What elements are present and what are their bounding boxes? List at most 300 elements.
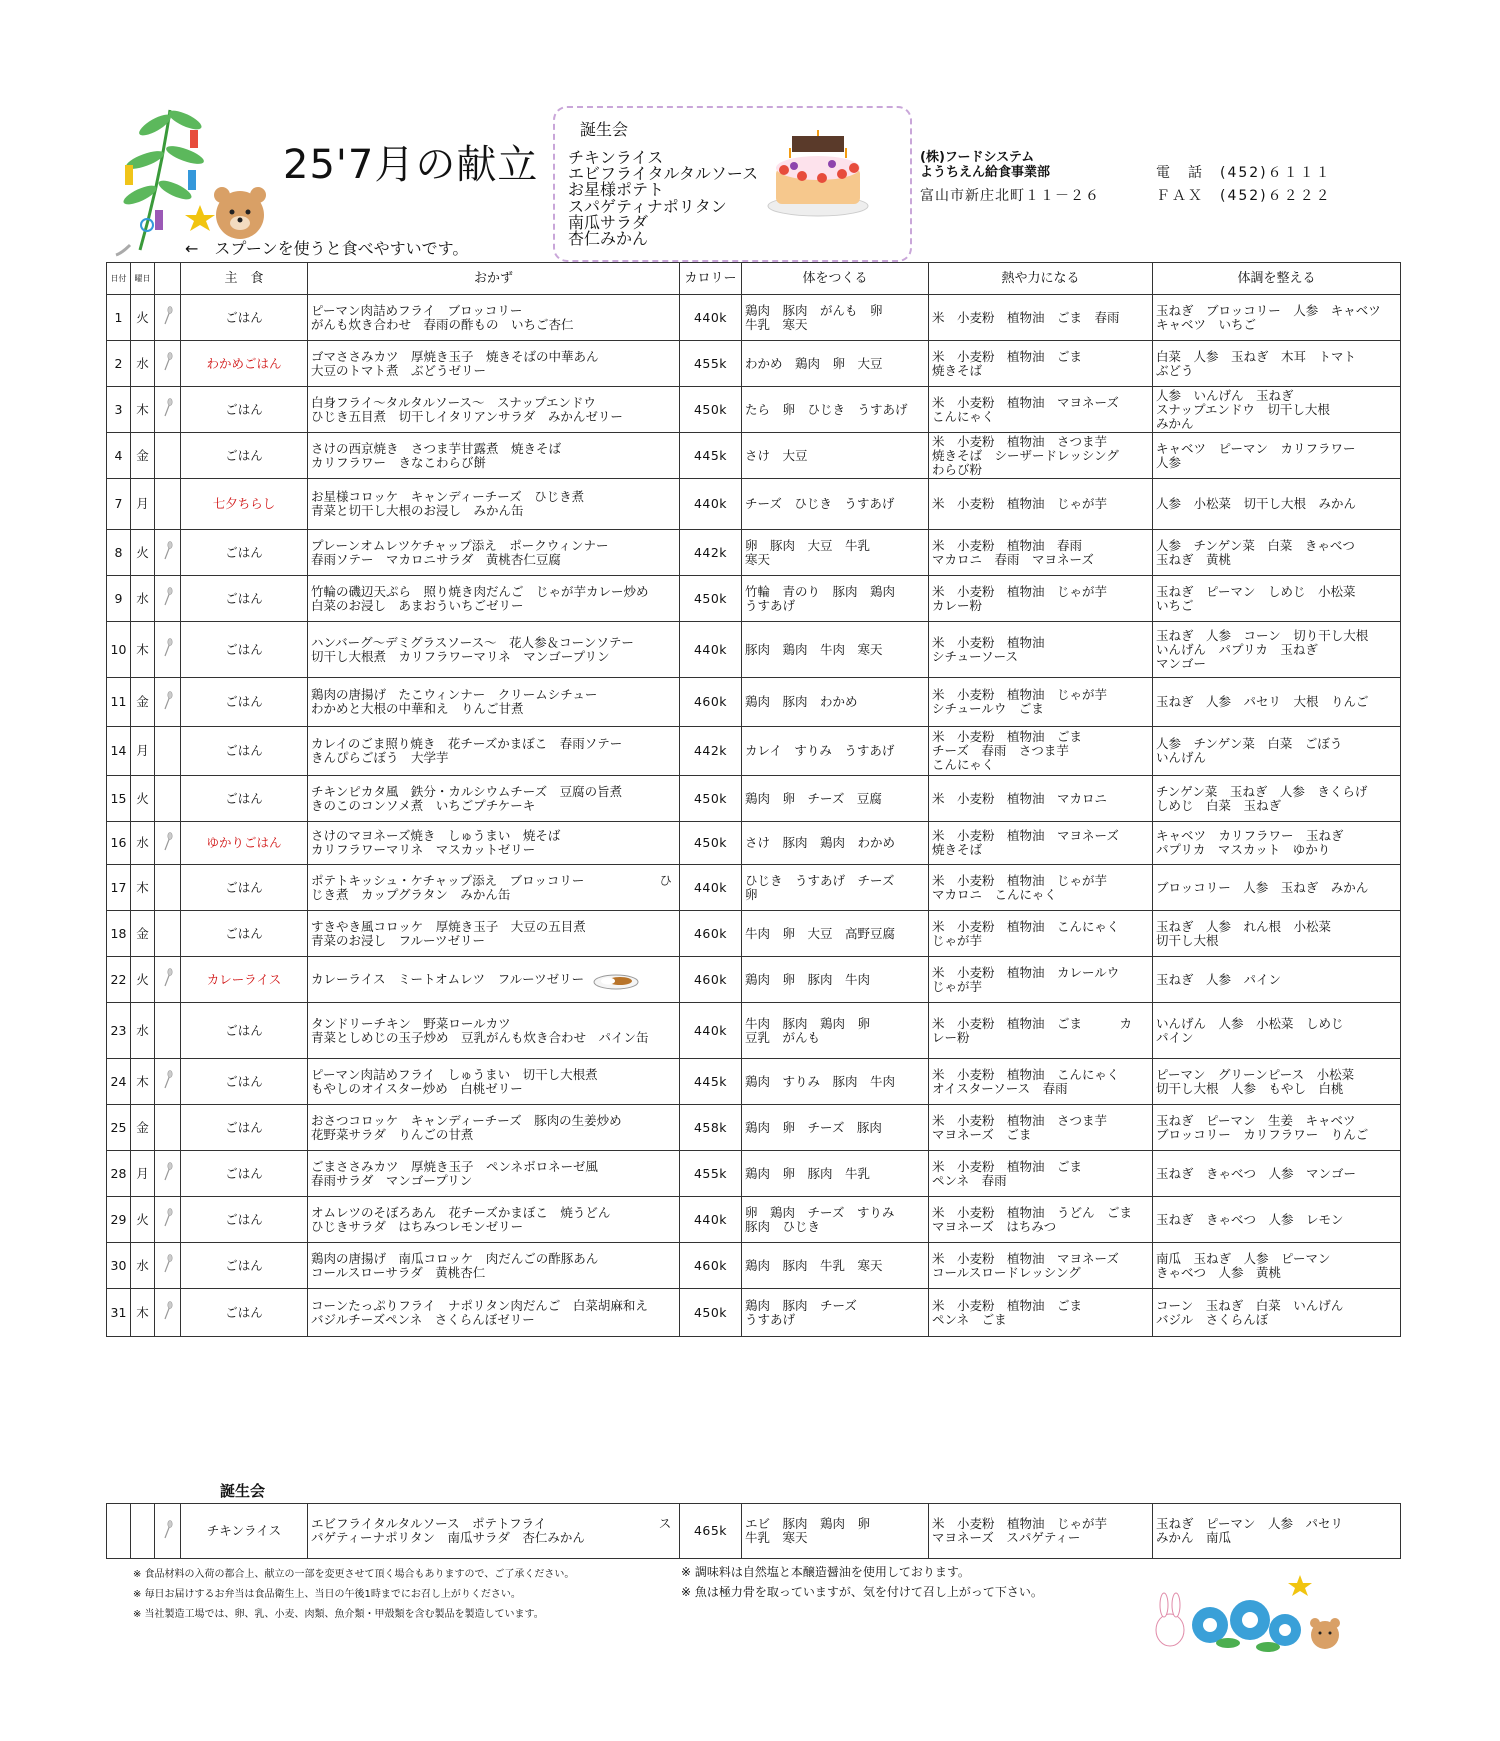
sides-cell [308, 1059, 680, 1105]
build-cell: わかめ 鶏肉 卵 大豆 [742, 341, 929, 387]
date-cell: 3 [107, 387, 131, 433]
calorie-cell: 450k [680, 822, 742, 865]
header-calorie: カロリー [680, 263, 742, 295]
build-cell: 鶏肉 豚肉 がんも 卵 牛乳 寒天 [742, 295, 929, 341]
calorie-cell: 450k [680, 387, 742, 433]
company-fax: ＦＡＸ (452)６２２２ [1156, 188, 1332, 204]
table-row [107, 1003, 1401, 1059]
table-row [107, 1243, 1401, 1289]
energy-cell: 米 小麦粉 植物油 じゃが芋 マカロニ こんにゃく [929, 865, 1153, 911]
spoon-icon [163, 968, 173, 988]
build-cell: 竹輪 青のり 豚肉 鶏肉 うすあげ [742, 576, 929, 622]
sides-cell [308, 678, 680, 727]
date-cell: 29 [107, 1197, 131, 1243]
build-cell: 鶏肉 卵 チーズ 豆腐 [742, 776, 929, 822]
calorie-cell: 450k [680, 576, 742, 622]
energy-cell: 米 小麦粉 植物油 春雨 マカロニ 春雨 マヨネーズ [929, 530, 1153, 576]
staple-cell: ごはん [181, 678, 308, 727]
note-right-1: ※ 調味料は自然塩と本醸造醤油を使用しております。 [681, 1565, 970, 1579]
sides-cell [308, 957, 680, 1003]
spoon-icon [163, 306, 173, 326]
spoon-icon [163, 541, 173, 561]
table-row [107, 1151, 1401, 1197]
company-address: 富山市新庄北町１１－２６ [920, 188, 1100, 204]
date-cell: 31 [107, 1289, 131, 1337]
table-row [107, 1289, 1401, 1337]
calorie-cell: 442k [680, 530, 742, 576]
birthday-date-cell [107, 1504, 131, 1559]
condition-cell: 玉ねぎ 人参 パイン [1153, 957, 1401, 1003]
energy-cell: 米 小麦粉 植物油 ごま 焼きそば [929, 341, 1153, 387]
energy-cell: 米 小麦粉 植物油 こんにゃく オイスターソース 春雨 [929, 1059, 1153, 1105]
calorie-cell: 460k [680, 911, 742, 957]
build-cell: チーズ ひじき うすあげ [742, 479, 929, 530]
table-row [107, 387, 1401, 433]
weekday-cell: 水 [131, 341, 155, 387]
sides-text: ピーマン肉詰めフライ しゅうまい 切干し大根煮 もやしのオイスター炒め 白桃ゼリー [311, 1066, 598, 1096]
sides-cell [308, 1105, 680, 1151]
spoon-cell [155, 911, 181, 957]
energy-cell: 米 小麦粉 植物油 じゃが芋 カレー粉 [929, 576, 1153, 622]
spoon-icon [163, 1070, 173, 1090]
staple-cell: ごはん [181, 576, 308, 622]
table-row [107, 957, 1401, 1003]
energy-cell: 米 小麦粉 植物油 うどん ごま マヨネーズ はちみつ [929, 1197, 1153, 1243]
spoon-cell [155, 957, 181, 1003]
weekday-cell: 火 [131, 1197, 155, 1243]
build-cell: 豚肉 鶏肉 牛肉 寒天 [742, 622, 929, 678]
staple-cell: ごはん [181, 433, 308, 479]
sides-text: ごまささみカツ 厚焼き玉子 ペンネボロネーゼ風 春雨サラダ マンゴープリン [311, 1158, 598, 1188]
build-cell: 牛肉 卵 大豆 高野豆腐 [742, 911, 929, 957]
condition-cell: 人参 小松菜 切干し大根 みかん [1153, 479, 1401, 530]
calorie-cell: 440k [680, 295, 742, 341]
build-cell: たら 卵 ひじき うすあげ [742, 387, 929, 433]
curry-icon [592, 969, 640, 991]
energy-cell: 米 小麦粉 植物油 ごま 春雨 [929, 295, 1153, 341]
birthday-staple: チキンライス [181, 1504, 308, 1559]
date-cell: 28 [107, 1151, 131, 1197]
spoon-cell [155, 387, 181, 433]
sides-cell [308, 1151, 680, 1197]
staple-cell: わかめごはん [181, 341, 308, 387]
page-title: 25'7月の献立 [283, 142, 539, 188]
spoon-icon [163, 398, 173, 418]
weekday-cell: 金 [131, 911, 155, 957]
staple-cell: ごはん [181, 530, 308, 576]
energy-cell: 米 小麦粉 植物油 シチューソース [929, 622, 1153, 678]
date-cell: 14 [107, 727, 131, 776]
birthday-item: エビフライタルタルソース [568, 164, 759, 184]
sides-cell [308, 865, 680, 911]
sides-text: カレーライス ミートオムレツ フルーツゼリー [311, 971, 585, 986]
spoon-icon [163, 832, 173, 852]
staple-cell: ごはん [181, 1289, 308, 1337]
build-cell: 鶏肉 卵 豚肉 牛乳 [742, 1151, 929, 1197]
company-name [920, 150, 1050, 180]
spoon-cell [155, 530, 181, 576]
energy-cell: 米 小麦粉 植物油 じゃが芋 [929, 479, 1153, 530]
sides-cell [308, 1197, 680, 1243]
condition-cell: 人参 いんげん 玉ねぎ スナップエンドウ 切干し大根 みかん [1153, 387, 1401, 433]
energy-cell: 米 小麦粉 植物油 マヨネーズ 焼きそば [929, 822, 1153, 865]
build-cell: ひじき うすあげ チーズ 卵 [742, 865, 929, 911]
energy-cell: 米 小麦粉 植物油 マカロニ [929, 776, 1153, 822]
build-cell: 牛肉 豚肉 鶏肉 卵 豆乳 がんも [742, 1003, 929, 1059]
calorie-cell: 440k [680, 1197, 742, 1243]
weekday-cell: 水 [131, 822, 155, 865]
header-weekday: 曜日 [131, 263, 155, 295]
calorie-cell: 445k [680, 1059, 742, 1105]
sides-text: ハンバーグ～デミグラスソース～ 花人参＆コーンソテー 切干し大根煮 カリフラワーマリネ マンゴープリン [311, 634, 634, 664]
weekday-cell: 火 [131, 295, 155, 341]
spoon-icon [163, 587, 173, 607]
energy-cell: 米 小麦粉 植物油 マヨネーズ コールスロードレッシング [929, 1243, 1153, 1289]
note-left-2: ※ 毎日お届けするお弁当は食品衛生上、当日の午後1時までにお召し上がりください。 [133, 1589, 521, 1600]
calorie-cell: 440k [680, 1003, 742, 1059]
table-header-row [107, 263, 1401, 295]
sides-cell [308, 727, 680, 776]
spoon-cell [155, 678, 181, 727]
table-row [107, 822, 1401, 865]
spoon-cell [155, 1105, 181, 1151]
spoon-icon [163, 352, 173, 372]
spoon-icon [163, 1254, 173, 1274]
date-cell: 11 [107, 678, 131, 727]
staple-cell: ごはん [181, 1105, 308, 1151]
date-cell: 17 [107, 865, 131, 911]
energy-cell: 米 小麦粉 植物油 こんにゃく じゃが芋 [929, 911, 1153, 957]
calorie-cell: 440k [680, 479, 742, 530]
calorie-cell: 440k [680, 622, 742, 678]
sides-cell [308, 822, 680, 865]
weekday-cell: 木 [131, 387, 155, 433]
spoon-cell [155, 295, 181, 341]
sides-text: プレーンオムレツケチャップ添え ポークウィンナー 春雨ソテー マカロニサラダ 黄桃杏仁豆腐 [311, 537, 609, 567]
calorie-cell: 450k [680, 1289, 742, 1337]
table-row [107, 622, 1401, 678]
table-row [107, 341, 1401, 387]
table-row [107, 911, 1401, 957]
staple-cell: ゆかりごはん [181, 822, 308, 865]
staple-cell: ごはん [181, 1197, 308, 1243]
sides-text: おさつコロッケ キャンディーチーズ 豚肉の生姜炒め 花野菜サラダ りんごの甘煮 [311, 1112, 622, 1142]
spoon-cell [155, 727, 181, 776]
calorie-cell: 458k [680, 1105, 742, 1151]
date-cell: 9 [107, 576, 131, 622]
build-cell: 卵 豚肉 大豆 牛乳 寒天 [742, 530, 929, 576]
birthday-build: エビ 豚肉 鶏肉 卵 牛乳 寒天 [742, 1504, 929, 1559]
table-row [107, 479, 1401, 530]
table-row [107, 678, 1401, 727]
note-left-3: ※ 当社製造工場では、卵、乳、小麦、肉類、魚介類・甲殻類を含む製品を製造しています。 [133, 1609, 544, 1620]
condition-cell: 白菜 人参 玉ねぎ 木耳 トマト ぶどう [1153, 341, 1401, 387]
spoon-cell [155, 341, 181, 387]
date-cell: 1 [107, 295, 131, 341]
sides-cell [308, 387, 680, 433]
table-row [107, 576, 1401, 622]
calorie-cell: 450k [680, 776, 742, 822]
condition-cell: 人参 チンゲン菜 白菜 きゃべつ 玉ねぎ 黄桃 [1153, 530, 1401, 576]
weekday-cell: 木 [131, 622, 155, 678]
condition-cell: 玉ねぎ ピーマン しめじ 小松菜 いちご [1153, 576, 1401, 622]
birthday-item: チキンライス [568, 148, 664, 167]
weekday-cell: 水 [131, 1003, 155, 1059]
header-spoon [155, 263, 181, 295]
sides-text: 鶏肉の唐揚げ たこウィンナー クリームシチュー わかめと大根の中華和え りんご甘煮 [311, 687, 598, 716]
build-cell: カレイ すりみ うすあげ [742, 727, 929, 776]
sides-cell [308, 295, 680, 341]
birthday-row [107, 1504, 1401, 1559]
build-cell: さけ 豚肉 鶏肉 わかめ [742, 822, 929, 865]
date-cell: 23 [107, 1003, 131, 1059]
calorie-cell: 460k [680, 957, 742, 1003]
menu-table [106, 262, 1401, 1337]
header-date: 日付 [107, 263, 131, 295]
table-row [107, 433, 1401, 479]
calorie-cell: 455k [680, 1151, 742, 1197]
birthday-cake-illustration [762, 128, 874, 218]
energy-cell: 米 小麦粉 植物油 さつま芋 マヨネーズ ごま [929, 1105, 1153, 1151]
note-left-1: ※ 食品材料の入荷の都合上、献立の一部を変更させて頂く場合もありますので、ご了承ください。 [133, 1569, 575, 1580]
spoon-icon [163, 1162, 173, 1182]
rabbit-illustration [1156, 1593, 1184, 1646]
build-cell: 卵 鶏肉 チーズ すりみ 豚肉 ひじき [742, 1197, 929, 1243]
condition-cell: 玉ねぎ ピーマン 生姜 キャベツ ブロッコリー カリフラワー りんご [1153, 1105, 1401, 1151]
weekday-cell: 火 [131, 957, 155, 1003]
weekday-cell: 木 [131, 1059, 155, 1105]
staple-cell: ごはん [181, 1243, 308, 1289]
birthday-condition: 玉ねぎ ピーマン 人参 パセリ みかん 南瓜 [1153, 1504, 1401, 1559]
weekday-cell: 月 [131, 479, 155, 530]
calorie-cell: 460k [680, 678, 742, 727]
table-row [107, 1197, 1401, 1243]
build-cell: 鶏肉 すりみ 豚肉 牛肉 [742, 1059, 929, 1105]
energy-cell: 米 小麦粉 植物油 ごま チーズ 春雨 さつま芋 こんにゃく [929, 727, 1153, 776]
sides-cell [308, 433, 680, 479]
staple-cell: ごはん [181, 1151, 308, 1197]
sides-cell [308, 776, 680, 822]
birthday-weekday-cell [131, 1504, 155, 1559]
condition-cell: 玉ねぎ きゃべつ 人参 レモン [1153, 1197, 1401, 1243]
weekday-cell: 金 [131, 433, 155, 479]
date-cell: 30 [107, 1243, 131, 1289]
staple-cell: ごはん [181, 1059, 308, 1105]
condition-cell: 人参 チンゲン菜 白菜 ごぼう いんげん [1153, 727, 1401, 776]
staple-cell: カレーライス [181, 957, 308, 1003]
birthday-item: 南瓜サラダ [568, 212, 648, 232]
table-row [107, 1059, 1401, 1105]
spoon-cell [155, 1197, 181, 1243]
weekday-cell: 金 [131, 1105, 155, 1151]
staple-cell: ごはん [181, 387, 308, 433]
table-row [107, 865, 1401, 911]
energy-cell: 米 小麦粉 植物油 ごま ペンネ 春雨 [929, 1151, 1153, 1197]
weekday-cell: 月 [131, 727, 155, 776]
company-name-line2: ようちえん給食事業部 [920, 165, 1051, 180]
table-row [107, 1105, 1401, 1151]
staple-cell: ごはん [181, 622, 308, 678]
birthday-calorie: 465k [680, 1504, 742, 1559]
date-cell: 22 [107, 957, 131, 1003]
spoon-cell [155, 822, 181, 865]
birthday-menu-list [568, 150, 758, 247]
date-cell: 25 [107, 1105, 131, 1151]
condition-cell: 玉ねぎ 人参 パセリ 大根 りんご [1153, 678, 1401, 727]
header-staple: 主 食 [181, 263, 308, 295]
spoon-icon [163, 691, 173, 711]
date-cell: 2 [107, 341, 131, 387]
spoon-icon [163, 1301, 173, 1321]
weekday-cell: 火 [131, 530, 155, 576]
condition-cell: キャベツ ピーマン カリフラワー 人参 [1153, 433, 1401, 479]
birthday-table [106, 1503, 1401, 1559]
header-condition: 体調を整える [1153, 263, 1401, 295]
energy-cell: 米 小麦粉 植物油 じゃが芋 シチュールウ ごま [929, 678, 1153, 727]
sides-text: タンドリーチキン 野菜ロールカツ 青菜としめじの玉子炒め 豆乳がんも炊き合わせ パイン缶 [311, 1015, 649, 1045]
spoon-cell [155, 776, 181, 822]
sides-text: 竹輪の磯辺天ぷら 照り焼き肉だんご じゃが芋カレー炒め 白菜のお浸し あまおういちごゼリー [311, 583, 649, 613]
weekday-cell: 月 [131, 1151, 155, 1197]
weekday-cell: 木 [131, 865, 155, 911]
energy-cell: 米 小麦粉 植物油 さつま芋 焼きそば シーザードレッシング わらび粉 [929, 433, 1153, 479]
sides-text: オムレツのそぼろあん 花チーズかまぼこ 焼うどん ひじきサラダ はちみつレモンゼリー [311, 1204, 611, 1234]
sides-text: カレイのごま照り焼き 花チーズかまぼこ 春雨ソテー きんぴらごぼう 大学芋 [311, 736, 623, 765]
condition-cell: コーン 玉ねぎ 白菜 いんげん バジル さくらんぼ [1153, 1289, 1401, 1337]
calorie-cell: 442k [680, 727, 742, 776]
build-cell: 鶏肉 豚肉 チーズ うすあげ [742, 1289, 929, 1337]
sides-cell [308, 1289, 680, 1337]
energy-cell: 米 小麦粉 植物油 ごま ペンネ ごま [929, 1289, 1153, 1337]
birthday-sides: エビフライタルタルソース ポテトフライ ス パゲティーナポリタン 南瓜サラダ 杏仁みかん [308, 1504, 680, 1559]
staple-cell: ごはん [181, 295, 308, 341]
birthday-item: スパゲティナポリタン [568, 196, 727, 216]
spoon-cell [155, 1504, 181, 1559]
sides-text: ポテトキッシュ・ケチャップ添え ブロッコリー ひ じき煮 カップグラタン みかん缶 [311, 872, 672, 902]
spoon-cell [155, 1289, 181, 1337]
table-row [107, 776, 1401, 822]
bear-small-illustration [1310, 1618, 1340, 1649]
sides-cell [308, 622, 680, 678]
sides-cell [308, 576, 680, 622]
sides-text: ゴマささみカツ 厚焼き玉子 焼きそばの中華あん 大豆のトマト煮 ぶどうゼリー [311, 348, 599, 378]
header-energy: 熱や力になる [929, 263, 1153, 295]
weekday-cell: 金 [131, 678, 155, 727]
birthday-energy: 米 小麦粉 植物油 じゃが芋 マヨネーズ スパゲティー [929, 1504, 1153, 1559]
spoon-icon [163, 1520, 173, 1540]
sides-text: すきやき風コロッケ 厚焼き玉子 大豆の五目煮 青菜のお浸し フルーツゼリー [311, 918, 586, 948]
date-cell: 7 [107, 479, 131, 530]
condition-cell: チンゲン菜 玉ねぎ 人参 きくらげ しめじ 白菜 玉ねぎ [1153, 776, 1401, 822]
date-cell: 16 [107, 822, 131, 865]
calorie-cell: 455k [680, 341, 742, 387]
weekday-cell: 火 [131, 776, 155, 822]
date-cell: 10 [107, 622, 131, 678]
spoon-note: ← スプーンを使うと食べやすいです。 [185, 239, 469, 258]
sides-cell [308, 1243, 680, 1289]
table-row [107, 530, 1401, 576]
date-cell: 4 [107, 433, 131, 479]
build-cell: さけ 大豆 [742, 433, 929, 479]
weekday-cell: 木 [131, 1289, 155, 1337]
staple-cell: ごはん [181, 1003, 308, 1059]
sides-text: 鶏肉の唐揚げ 南瓜コロッケ 肉だんごの酢豚あん コールスローサラダ 黄桃杏仁 [311, 1250, 599, 1280]
company-tel: 電 話 (452)６１１１ [1156, 165, 1332, 181]
condition-cell: 玉ねぎ 人参 れん根 小松菜 切干し大根 [1153, 911, 1401, 957]
header-build: 体をつくる [742, 263, 929, 295]
spoon-cell [155, 1243, 181, 1289]
condition-cell: キャベツ カリフラワー 玉ねぎ パプリカ マスカット ゆかり [1153, 822, 1401, 865]
spoon-cell [155, 1151, 181, 1197]
staple-cell: ごはん [181, 865, 308, 911]
spoon-cell [155, 433, 181, 479]
spoon-cell [155, 622, 181, 678]
company-name-line1: (株)フードシステム [920, 150, 1035, 165]
sides-text: コーンたっぷりフライ ナポリタン肉だんご 白菜胡麻和え バジルチーズペンネ さくらんぼゼリー [311, 1297, 648, 1327]
spoon-cell [155, 479, 181, 530]
sides-text: 白身フライ～タルタルソース～ スナップエンドウ ひじき五目煮 切干しイタリアンサラダ みかんゼリー [311, 394, 623, 424]
birthday-item: 杏仁みかん [568, 229, 649, 249]
sides-cell [308, 911, 680, 957]
table-row [107, 727, 1401, 776]
calorie-cell: 460k [680, 1243, 742, 1289]
date-cell: 15 [107, 776, 131, 822]
staple-cell: ごはん [181, 776, 308, 822]
sides-text: さけの西京焼き さつま芋甘露煮 焼きそば カリフラワー きなこわらび餅 [311, 440, 562, 470]
build-cell: 鶏肉 豚肉 わかめ [742, 678, 929, 727]
condition-cell: 玉ねぎ ブロッコリー 人参 キャベツ キャベツ いちご [1153, 295, 1401, 341]
staple-cell: ごはん [181, 911, 308, 957]
sides-cell [308, 1003, 680, 1059]
spoon-icon [163, 638, 173, 658]
header-sides: おかず [308, 263, 680, 295]
condition-cell: ブロッコリー 人参 玉ねぎ みかん [1153, 865, 1401, 911]
energy-cell: 米 小麦粉 植物油 マヨネーズ こんにゃく [929, 387, 1153, 433]
sides-text: ピーマン肉詰めフライ ブロッコリー がんも炊き合わせ 春雨の酢もの いちご杏仁 [311, 302, 574, 332]
energy-cell: 米 小麦粉 植物油 カレールウ じゃが芋 [929, 957, 1153, 1003]
condition-cell: 玉ねぎ 人参 コーン 切り干し大根 いんげん パプリカ 玉ねぎ マンゴー [1153, 622, 1401, 678]
spoon-cell [155, 1059, 181, 1105]
date-cell: 8 [107, 530, 131, 576]
table-row [107, 295, 1401, 341]
sides-cell [308, 530, 680, 576]
bear-illustration [214, 187, 266, 239]
date-cell: 24 [107, 1059, 131, 1105]
condition-cell: 玉ねぎ きゃべつ 人参 マンゴー [1153, 1151, 1401, 1197]
build-cell: 鶏肉 卵 豚肉 牛肉 [742, 957, 929, 1003]
calorie-cell: 445k [680, 433, 742, 479]
condition-cell: いんげん 人参 小松菜 しめじ パイン [1153, 1003, 1401, 1059]
spoon-cell [155, 576, 181, 622]
spoon-cell [155, 1003, 181, 1059]
note-right-2: ※ 魚は極力骨を取っていますが、気を付けて召し上がって下さい。 [681, 1585, 1043, 1599]
calorie-cell: 440k [680, 865, 742, 911]
build-cell: 鶏肉 卵 チーズ 豚肉 [742, 1105, 929, 1151]
energy-cell: 米 小麦粉 植物油 ごま カ レー粉 [929, 1003, 1153, 1059]
staple-cell: 七夕ちらし [181, 479, 308, 530]
sides-text: チキンピカタ風 鉄分・カルシウムチーズ 豆腐の旨煮 きのこのコンソメ煮 いちごプチケーキ [311, 783, 623, 813]
birthday-item: お星様ポテト [568, 180, 665, 200]
spoon-icon [163, 1208, 173, 1228]
sides-text: さけのマヨネーズ焼き しゅうまい 焼そば カリフラワーマリネ マスカットゼリー [311, 828, 561, 857]
staple-cell: ごはん [181, 727, 308, 776]
condition-cell: ピーマン グリーンピース 小松菜 切干し大根 人参 もやし 白桃 [1153, 1059, 1401, 1105]
condition-cell: 南瓜 玉ねぎ 人参 ピーマン きゃべつ 人参 黄桃 [1153, 1243, 1401, 1289]
sides-text: お星様コロッケ キャンディーチーズ ひじき煮 青菜と切干し大根のお浸し みかん缶 [311, 489, 585, 518]
weekday-cell: 水 [131, 576, 155, 622]
birthday-box-title: 誕生会 [580, 120, 629, 139]
build-cell: 鶏肉 豚肉 牛乳 寒天 [742, 1243, 929, 1289]
